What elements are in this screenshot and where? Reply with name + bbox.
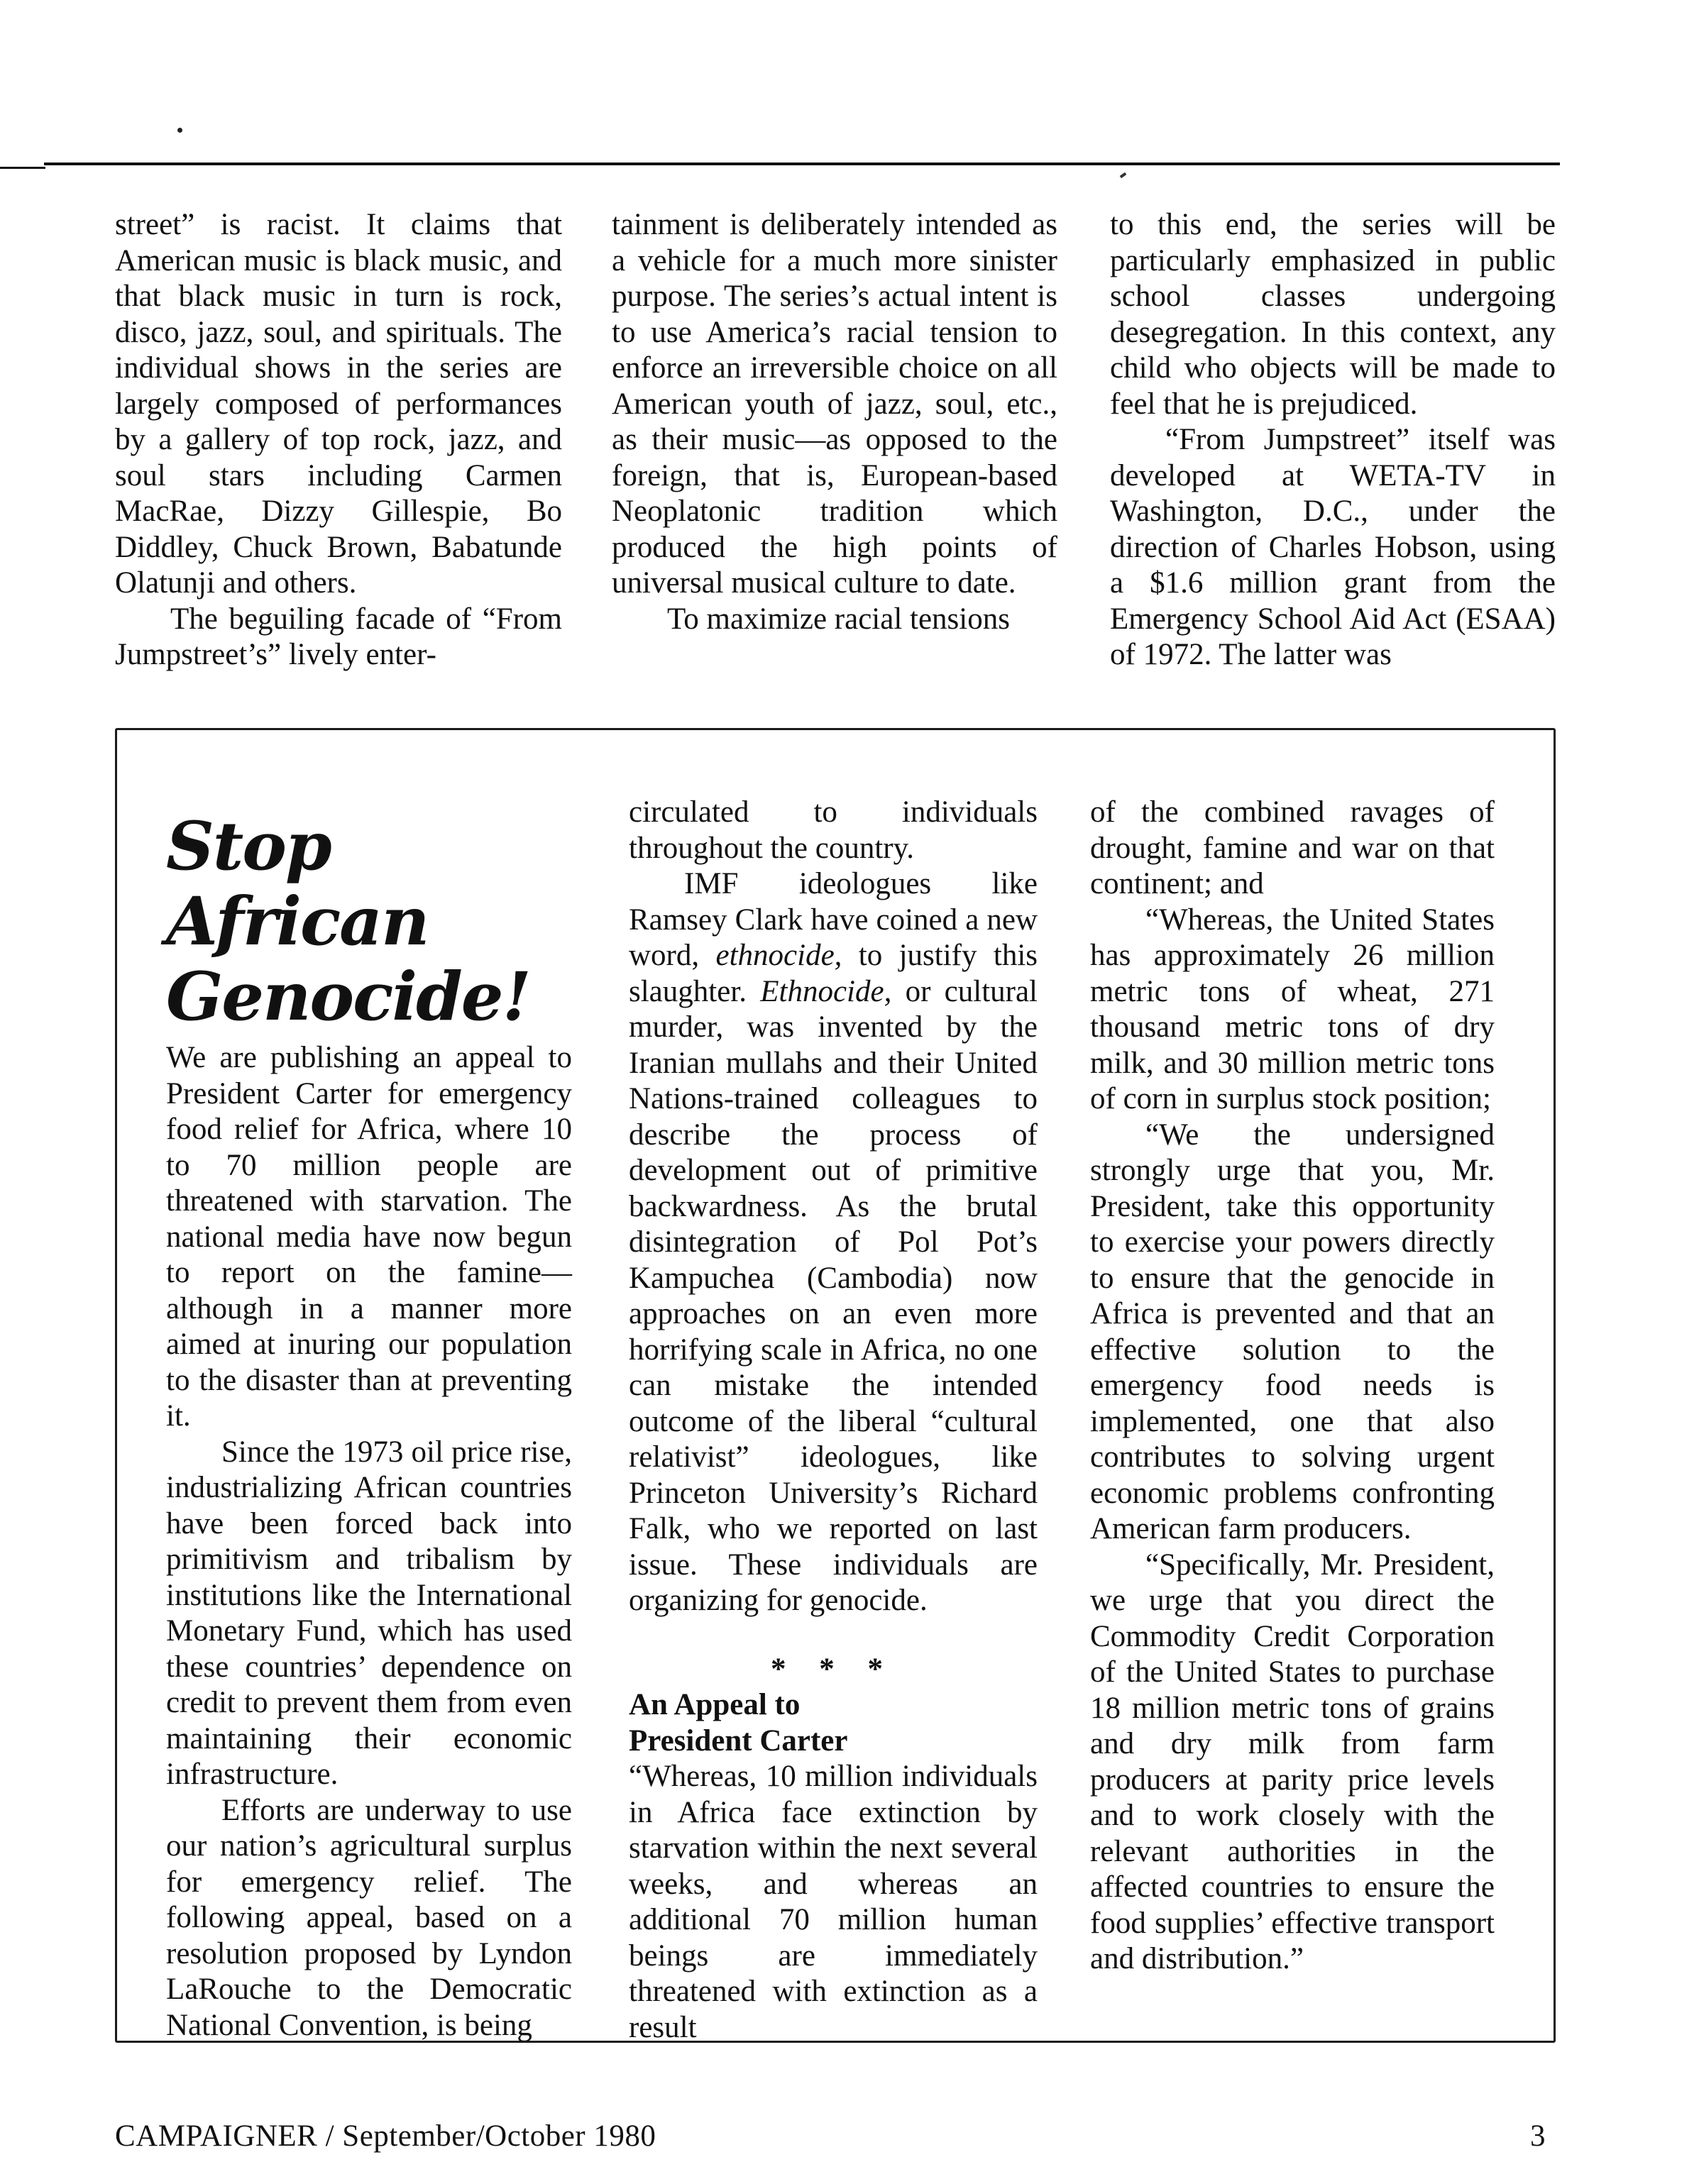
paragraph: “We the undersigned strongly urge that you, Mr. President, take this opportunity to exercise your powers directly to ensure that the genocide in Africa is prevented and that an effective solution to the emergency food needs is implemented, one that also contributes to solving urgent economic problems confronting American farm producers. bbox=[1090, 1118, 1495, 1545]
footer-publication: CAMPAIGNER / September/October 1980 bbox=[115, 2119, 656, 2153]
sidebar-column-2 bbox=[629, 795, 1038, 2046]
appeal-heading: An Appeal to bbox=[629, 1688, 801, 1721]
sidebar-title bbox=[166, 809, 563, 1035]
paragraph: We are publishing an appeal to President Carter for emergency food relief for Africa, where 10 to 70 million people are threatened with starvation. The national media have now begun to report on the famine—although in a manner more aimed at inuring our population to the disaster than at preventing it. bbox=[166, 1041, 572, 1433]
page-number: 3 bbox=[1530, 2119, 1546, 2153]
appeal-heading: President Carter bbox=[629, 1724, 848, 1758]
paragraph: circulated to individuals throughout the country. bbox=[629, 795, 1038, 865]
section-divider: * * * bbox=[771, 1652, 896, 1686]
paragraph: “Whereas, 10 million individuals in Africa face extinction by starvation within the next several weeks, and whereas an additional 70 million human beings are immediately threatened with extinction as a result bbox=[629, 1760, 1038, 2044]
article-column-1 bbox=[115, 207, 562, 673]
paragraph: to this end, the series will be particularly emphasized in public school classes undergoing desegregation. In this context, any child who objects will be made to feel that he is prejudiced. bbox=[1110, 208, 1556, 421]
paragraph: To maximize racial tensions bbox=[667, 602, 1010, 636]
paragraph: tainment is deliberately intended as a vehicle for a much more sinister purpose. The series’s actual intent is to use America’s racial tension to enforce an irreversible choice on all American youth of jazz, soul, etc., as their music—as opposed to the foreign, that is, European-based Neoplatonic tradition which produced the high points of universal musical culture to date. bbox=[612, 208, 1057, 600]
article-column-2 bbox=[612, 207, 1057, 637]
text-run: or cultural murder, was invented by the Iranian mullahs and their United Nations-trained colleagues to describe the process of development out of primitive backwardness. As the brutal disintegration of Pol Pot’s Kampuchea (Cambodia) now approaches on an even more horrifying scale in Africa, no one can mistake the intended outcome of the liberal “cultural relativist” ideologues, like Princeton University’s Richard Falk, who we reported on last issue. These individuals are organizing for genocide. bbox=[629, 974, 1038, 1617]
paragraph: “From Jumpstreet” itself was developed at WETA-TV in Washington, D.C., under the direction of Charles Hobson, using a $1.6 million grant from the Emergency School Aid Act (ESAA) of 1972. The latter was bbox=[1110, 423, 1556, 671]
paragraph: Since the 1973 oil price rise, industrializing African countries have been forced back into primitivism and tribalism by institutions like the International Monetary Fund, which has used these countries’ dependence on credit to prevent them from even maintaining their economic infrastructure. bbox=[166, 1435, 572, 1791]
emphasis: Ethnocide, bbox=[760, 974, 892, 1008]
text-run: to justify this slaughter. bbox=[629, 939, 1038, 1008]
paragraph: “Specifically, Mr. President, we urge that you direct the Commodity Credit Corporation of the United States to purchase 18 million metric tons of grains and dry milk from farm producers at parity price levels and to work closely with the relevant authorities in the affected countries to ensure the food supplies’ effective transport and distribution.” bbox=[1090, 1548, 1495, 1975]
title-line: Genocide! bbox=[166, 958, 530, 1036]
paragraph: of the combined ravages of drought, famine and war on that continent; and bbox=[1090, 795, 1495, 900]
paragraph: The beguiling facade of “From Jumpstreet’s” lively enter- bbox=[115, 602, 562, 671]
paragraph: street” is racist. It claims that American music is black music, and that black music in turn is rock, disco, jazz, soul, and spirituals. The individual shows in the series are largely composed of performances by a gallery of top rock, jazz, and soul stars including Carmen MacRae, Dizzy Gillespie, Bo Diddley, Chuck Brown, Babatunde Olatunji and others. bbox=[115, 208, 562, 600]
title-line: African bbox=[166, 883, 429, 961]
sidebar-column-1 bbox=[166, 1040, 572, 2044]
header-rule bbox=[44, 162, 1560, 165]
paragraph: “Whereas, the United States has approximately 26 million metric tons of wheat, 271 thousand metric tons of dry milk, and 30 million metric tons of corn in surplus stock position; bbox=[1090, 903, 1495, 1115]
sidebar-column-3 bbox=[1090, 795, 1495, 1978]
emphasis: ethnocide, bbox=[715, 939, 842, 972]
paragraph: Efforts are underway to use our nation’s agricultural surplus for emergency relief. The following appeal, based on a resolution proposed by Lyndon LaRouche to the Democratic National Convention, is being bbox=[166, 1793, 572, 2042]
article-column-3 bbox=[1110, 207, 1556, 673]
paragraph bbox=[629, 866, 1038, 1619]
title-line: Stop bbox=[166, 807, 331, 886]
text-run: IMF ideologues like Ramsey Clark have coined a new word, bbox=[629, 867, 1038, 972]
header-rule-stub bbox=[0, 167, 45, 169]
stray-mark bbox=[1120, 172, 1127, 178]
stray-mark bbox=[177, 128, 182, 133]
